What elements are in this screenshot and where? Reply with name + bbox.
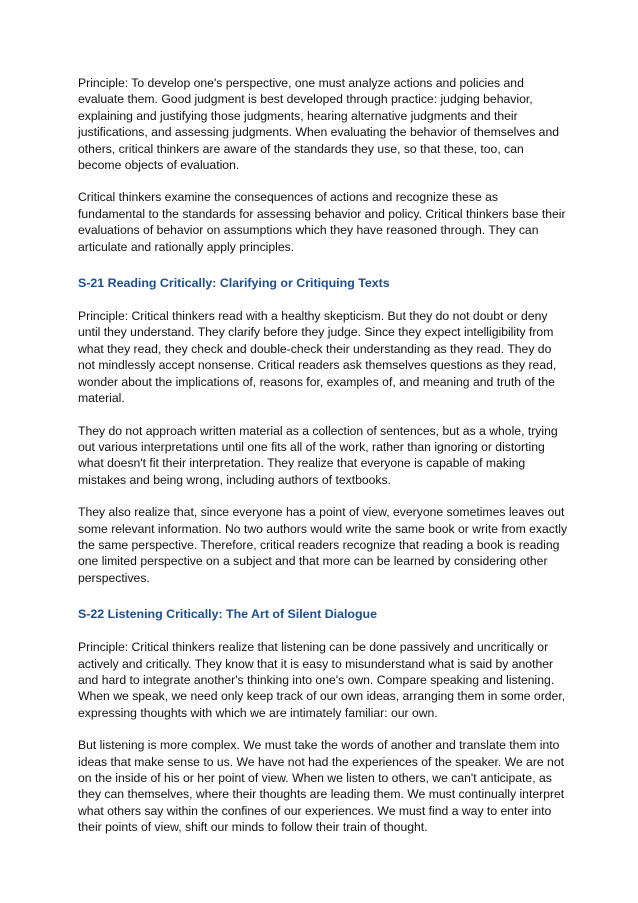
intro-paragraph-1: Principle: To develop one's perspective, one must analyze actions and policies and evaluate them. Good judgment is best developed through practice: judging behavior, explaining and justifying those judgments, hearing alternative judgments and their justifications, and assessing judgments. When evaluating the behavior of themselves and others, critical thinkers are aware of the standards they use, so that these, too, can become objects of evaluation. bbox=[78, 76, 560, 173]
s21-paragraph-2: They do not approach written material as a collection of sentences, but as a whole, trying out various interpretations until one fits all of the work, rather than ignoring or distorting what doesn't fit their interpretation. They realize that everyone is capable of making mistakes and being wrong, including authors of textbooks. bbox=[78, 423, 558, 487]
s22-paragraph-2: But listening is more complex. We must take the words of another and translate them into ideas that make sense to us. We have not had the experiences of the speaker. We are not on the inside of his or her point of view. When we listen to others, we can't anticipate, as they can themselves, where their thoughts are leading them. We must continually interpret what others say within the confines of our experiences. We must find a way to enter into their points of view, shift our minds to follow their train of thought. bbox=[78, 738, 565, 835]
section-heading-s22: S-22 Listening Critically: The Art of Silent Dialogue bbox=[78, 607, 378, 622]
s21-paragraph-3: They also realize that, since everyone has a point of view, everyone sometimes leaves out some relevant information. No two authors would write the same book or write from exactly the same perspective. Therefore, critical readers recognize that reading a book is reading one limited perspective on a subject and that more can be learned by considering other perspectives. bbox=[78, 505, 568, 585]
s21-paragraph-1: Principle: Critical thinkers read with a healthy skepticism. But they do not doubt or deny until they understand. They clarify before they judge. Since they expect intelligibility from what they read, they check and double-check their understanding as they read. They do not mindlessly accept nonsense. Critical readers ask themselves questions as they read, wonder about the implications of, reasons for, examples of, and meaning and truth of the material. bbox=[78, 309, 557, 406]
document-page bbox=[78, 75, 568, 852]
s22-paragraph-1: Principle: Critical thinkers realize that listening can be done passively and uncritically or actively and critically. They know that it is easy to misunderstand what is said by another and hard to integrate another's thinking into one's own. Compare speaking and listening. When we speak, we need only keep track of our own ideas, arranging them in some order, expressing thoughts with which we are intimately familiar: our own. bbox=[78, 640, 566, 720]
section-heading-s21: S-21 Reading Critically: Clarifying or Critiquing Texts bbox=[78, 276, 390, 291]
intro-paragraph-2: Critical thinkers examine the consequences of actions and recognize these as fundamental to the standards for assessing behavior and policy. Critical thinkers base their evaluations of behavior on assumptions which they have reasoned through. They can articulate and rationally apply principles. bbox=[78, 190, 566, 254]
